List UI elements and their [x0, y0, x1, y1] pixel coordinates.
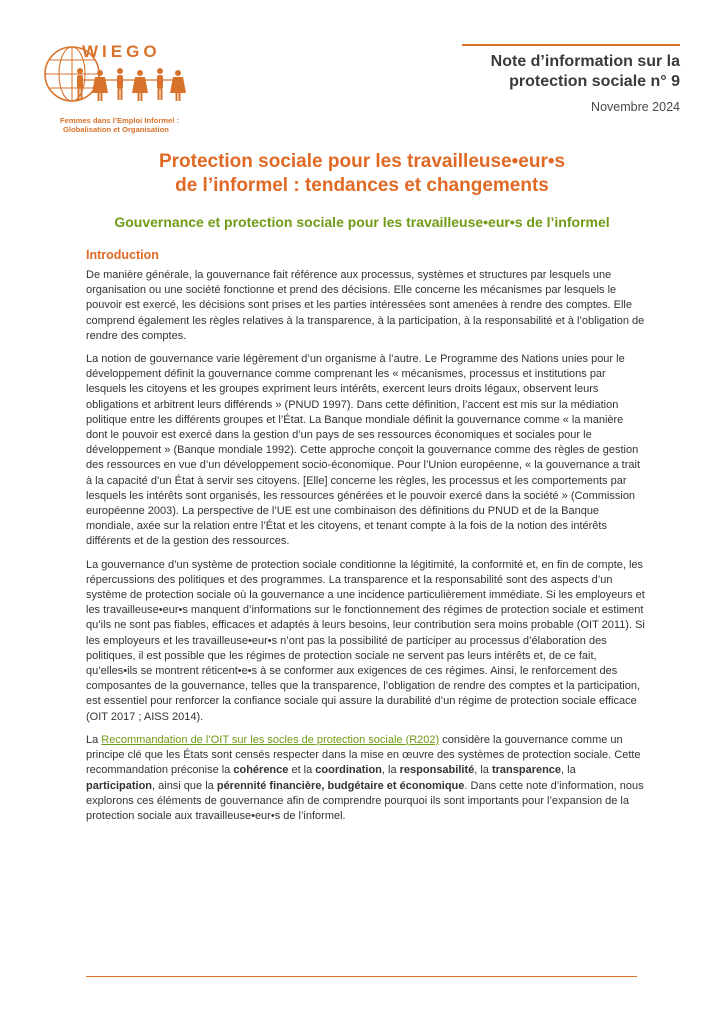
p4-text: considère la gouvernance comme un principe clé que les États sont censés respecter dans la mise en œuvre des systèmes de protection sociale. Cette recommandation préconise la — [86, 733, 641, 777]
wiego-logo — [42, 40, 192, 135]
p4-text: , ainsi que la — [152, 779, 217, 792]
section-heading-introduction: Introduction — [86, 248, 159, 262]
p4-bold: participation — [86, 779, 153, 792]
note-title-line2: protection sociale n° 9 — [509, 73, 680, 90]
brand-tagline-line1: Femmes dans l’Emploi Informel : — [60, 116, 179, 125]
p4-bold: responsabilité — [399, 764, 475, 777]
page-title — [60, 150, 664, 198]
p4-bold: coordination — [315, 764, 382, 777]
paragraph-3: La gouvernance d’un système de protection sociale conditionne la légitimité, la conformité et, en fin de compte, les répercussions des politiques et des programmes. La transparence et la responsabilité sont des aspects d’un système de protection sociale où la gouvernance a une incidence particulièrement immédiate. Si les employeurs et les travailleuse•eur•s manquent d’informations sur le fonctionnement des régimes de protection sociale et estiment qu’ils ne sont pas fiables, efficaces et adaptés à leurs besoins, leur contribution sera moins probable (OIT 2011). Si les employeurs et les travailleuse•eur•s n’ont pas la possibilité de participer au processus d’élaboration des politiques, il est possible que les régimes de protection sociale ne servent pas leurs intérêts et, de ce fait, qu’elles•ils se montrent réticent•e•s à se conformer aux exigences de ces régimes. Ainsi, le renforcement des composantes de la gouvernance, telles que la transparence, l’obligation de rendre des comptes et la participation, est essentiel pour renforcer la confiance sociale qui assure la durabilité d’un régime de protection sociale efficace (OIT 2017 ; AISS 2014). — [86, 558, 645, 723]
r202-link[interactable]: Recommandation de l’OIT sur les socles de protection sociale (R202) — [101, 733, 440, 746]
p4-text: . Dans cette note d’information, nous explorons ces éléments de gouvernance afin de comprendre pourquoi ils sont importants pour l’expansion de la protection sociale aux travailleuse•eur•s de l’informel. — [86, 779, 644, 822]
paragraph-2: La notion de gouvernance varie légèrement d’un organisme à l’autre. Le Programme des Nations unies pour le développement définit la gouvernance comme comprenant les « mécanismes, processus et institutions par lesquels les citoyens et les groupes expriment leurs intérêts, exercent leurs droits légaux, observent leurs obligations et arbitrent leurs différends » (PNUD 1997). Dans cette définition, l’accent est mis sur la médiation politique entre les différents groupes et l’État. La Banque mondiale définit la gouvernance comme « la manière dont le pouvoir est exercé dans la gestion d’un pays de ses ressources économiques et sociales pour le développement » (Banque mondiale 1992). Cette approche conçoit la gouvernance comme des règles de gestion des ressources en vue d’un développement socio-économique. Pour l’Union européenne, « la gouvernance a trait à la capacité d’un État à servir ses citoyens. [Elle] concerne les règles, les processus et les comportements par lesquels les intérêts sont organisés, les ressources générées et le pouvoir exercé dans la société » (Commission européenne 2003). La perspective de l’UE est une combinaison des définitions du PNUD et de la Banque mondiale, axée sur la relation entre l’État et les citoyens, et tenant compte à la fois de la notion des intérêts différents et de la gestion des ressources. — [86, 353, 641, 548]
brand-tagline-line2: Globalisation et Organisation — [63, 125, 169, 134]
page-title-line2: de l’informel : tendances et changements — [175, 175, 549, 196]
p4-text: La — [86, 733, 102, 746]
body-text — [86, 268, 646, 832]
p4-bold: cohérence — [233, 764, 289, 777]
page-subtitle: Gouvernance et protection sociale pour les travailleuse•eur•s de l’informel — [114, 214, 610, 230]
brand-name: WIEGO — [82, 42, 161, 61]
paragraph-4 — [86, 733, 646, 824]
note-date: Novembre 2024 — [591, 100, 680, 114]
p4-text: , la — [474, 764, 492, 777]
footer-rule — [86, 976, 637, 977]
p4-text: , la — [561, 764, 576, 777]
p4-bold: pérennité financière, budgétaire et économique — [216, 779, 465, 792]
note-title — [491, 52, 680, 92]
note-title-line1: Note d’information sur la — [490, 53, 680, 70]
p4-bold: transparence — [491, 764, 562, 777]
p4-text: et la — [288, 764, 316, 777]
header-rule — [462, 44, 680, 46]
paragraph-1: De manière générale, la gouvernance fait référence aux processus, systèmes et structures par lesquels une organisation ou une société fonctionne et prend des décisions. Elle concerne les mécanismes par lesquels le pouvoir est exercé, les décisions sont prises et les parties intéressées sont amenées à rendre des comptes. Elle comprend également les règles relatives à la transparence, à la participation, à la responsabilité et à l’obligation de rendre des comptes. — [86, 269, 645, 342]
page-title-line1: Protection sociale pour les travailleuse•eur•s — [158, 151, 566, 172]
p4-text: , la — [381, 764, 400, 777]
